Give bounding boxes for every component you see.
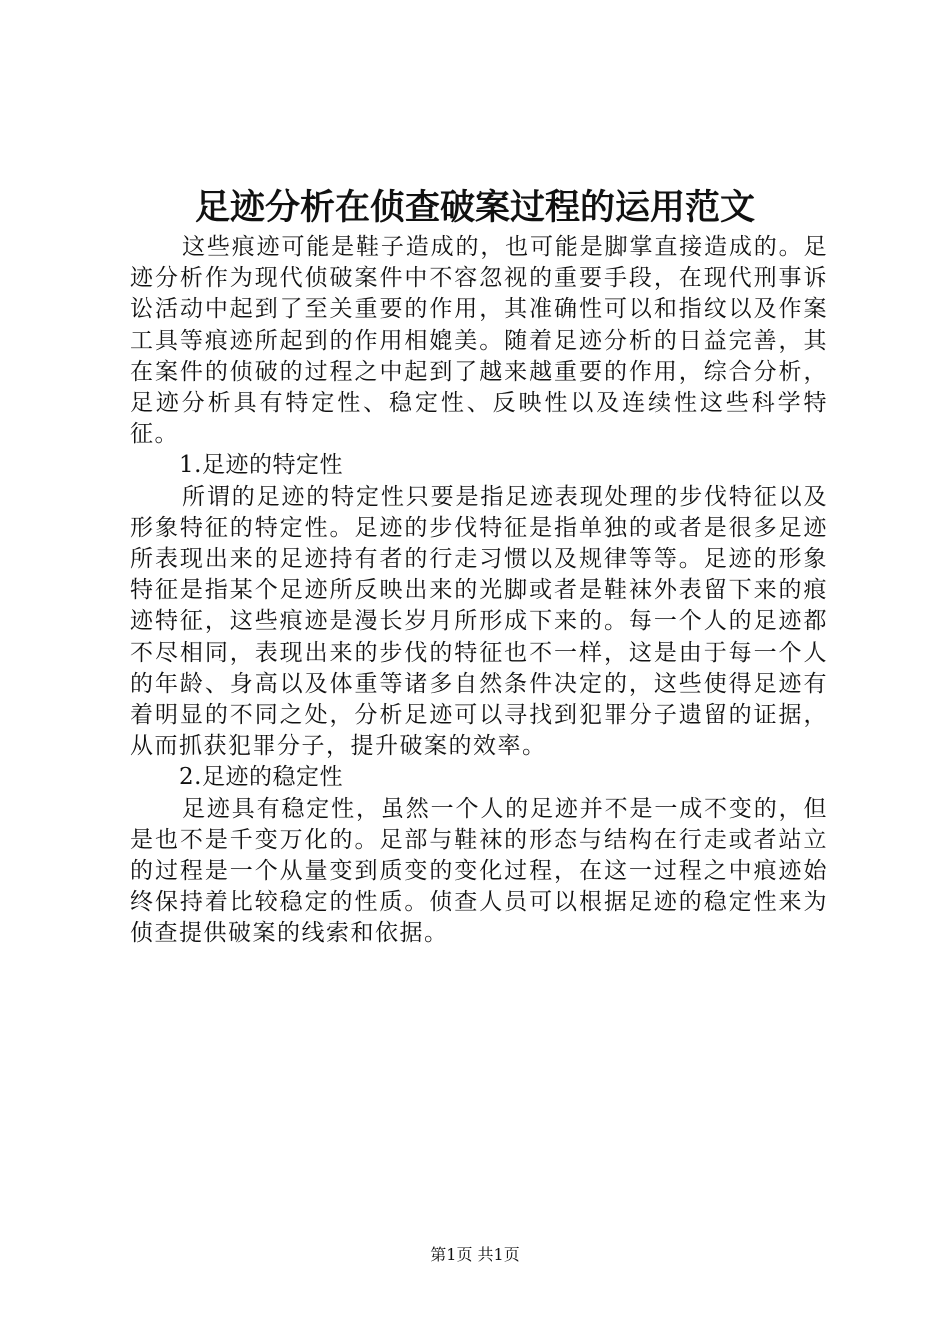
section-heading-specificity: 1.足迹的特定性 [179,452,343,479]
paragraph-stability: 足迹具有稳定性，虽然一个人的足迹并不是一成不变的，但是也不是千变万化的。足部与鞋袜的形态与结构在行走或者站立的过程是一个从量变到质变的变化过程，在这一过程之中痕迹始终保持着比较稳定的性质。侦查人员可以根据足迹的稳定性来为侦查提供破案的线索和依据。 [130,795,828,947]
paragraph-intro: 这些痕迹可能是鞋子造成的，也可能是脚掌直接造成的。足迹分析作为现代侦破案件中不容忽视的重要手段，在现代刑事诉讼活动中起到了至关重要的作用，其准确性可以和指纹以及作案工具等痕迹所起到的作用相媲美。随着足迹分析的日益完善，其在案件的侦破的过程之中起到了越来越重要的作用，综合分析，足迹分析具有特定性、稳定性、反映性以及连续性这些科学特征。 [130,234,828,448]
document-title: 足迹分析在侦查破案过程的运用范文 [194,187,755,228]
paragraph-specificity: 所谓的足迹的特定性只要是指足迹表现处理的步伐特征以及形象特征的特定性。足迹的步伐特征是指单独的或者是很多足迹所表现出来的足迹持有者的行走习惯以及规律等等。足迹的形象特征是指某个足迹所反映出来的光脚或者是鞋袜外表留下来的痕迹特征，这些痕迹是漫长岁月所形成下来的。每一个人的足迹都不尽相同，表现出来的步伐的特征也不一样，这是由于每一个人的年龄、身高以及体重等诸多自然条件决定的，这些使得足迹有着明显的不同之处，分析足迹可以寻找到犯罪分子遗留的证据，从而抓获犯罪分子，提升破案的效率。 [130,483,828,760]
section-heading-stability: 2.足迹的稳定性 [179,764,343,791]
document-body [130,232,828,950]
page-number-footer: 第1页 共1页 [430,1245,520,1264]
